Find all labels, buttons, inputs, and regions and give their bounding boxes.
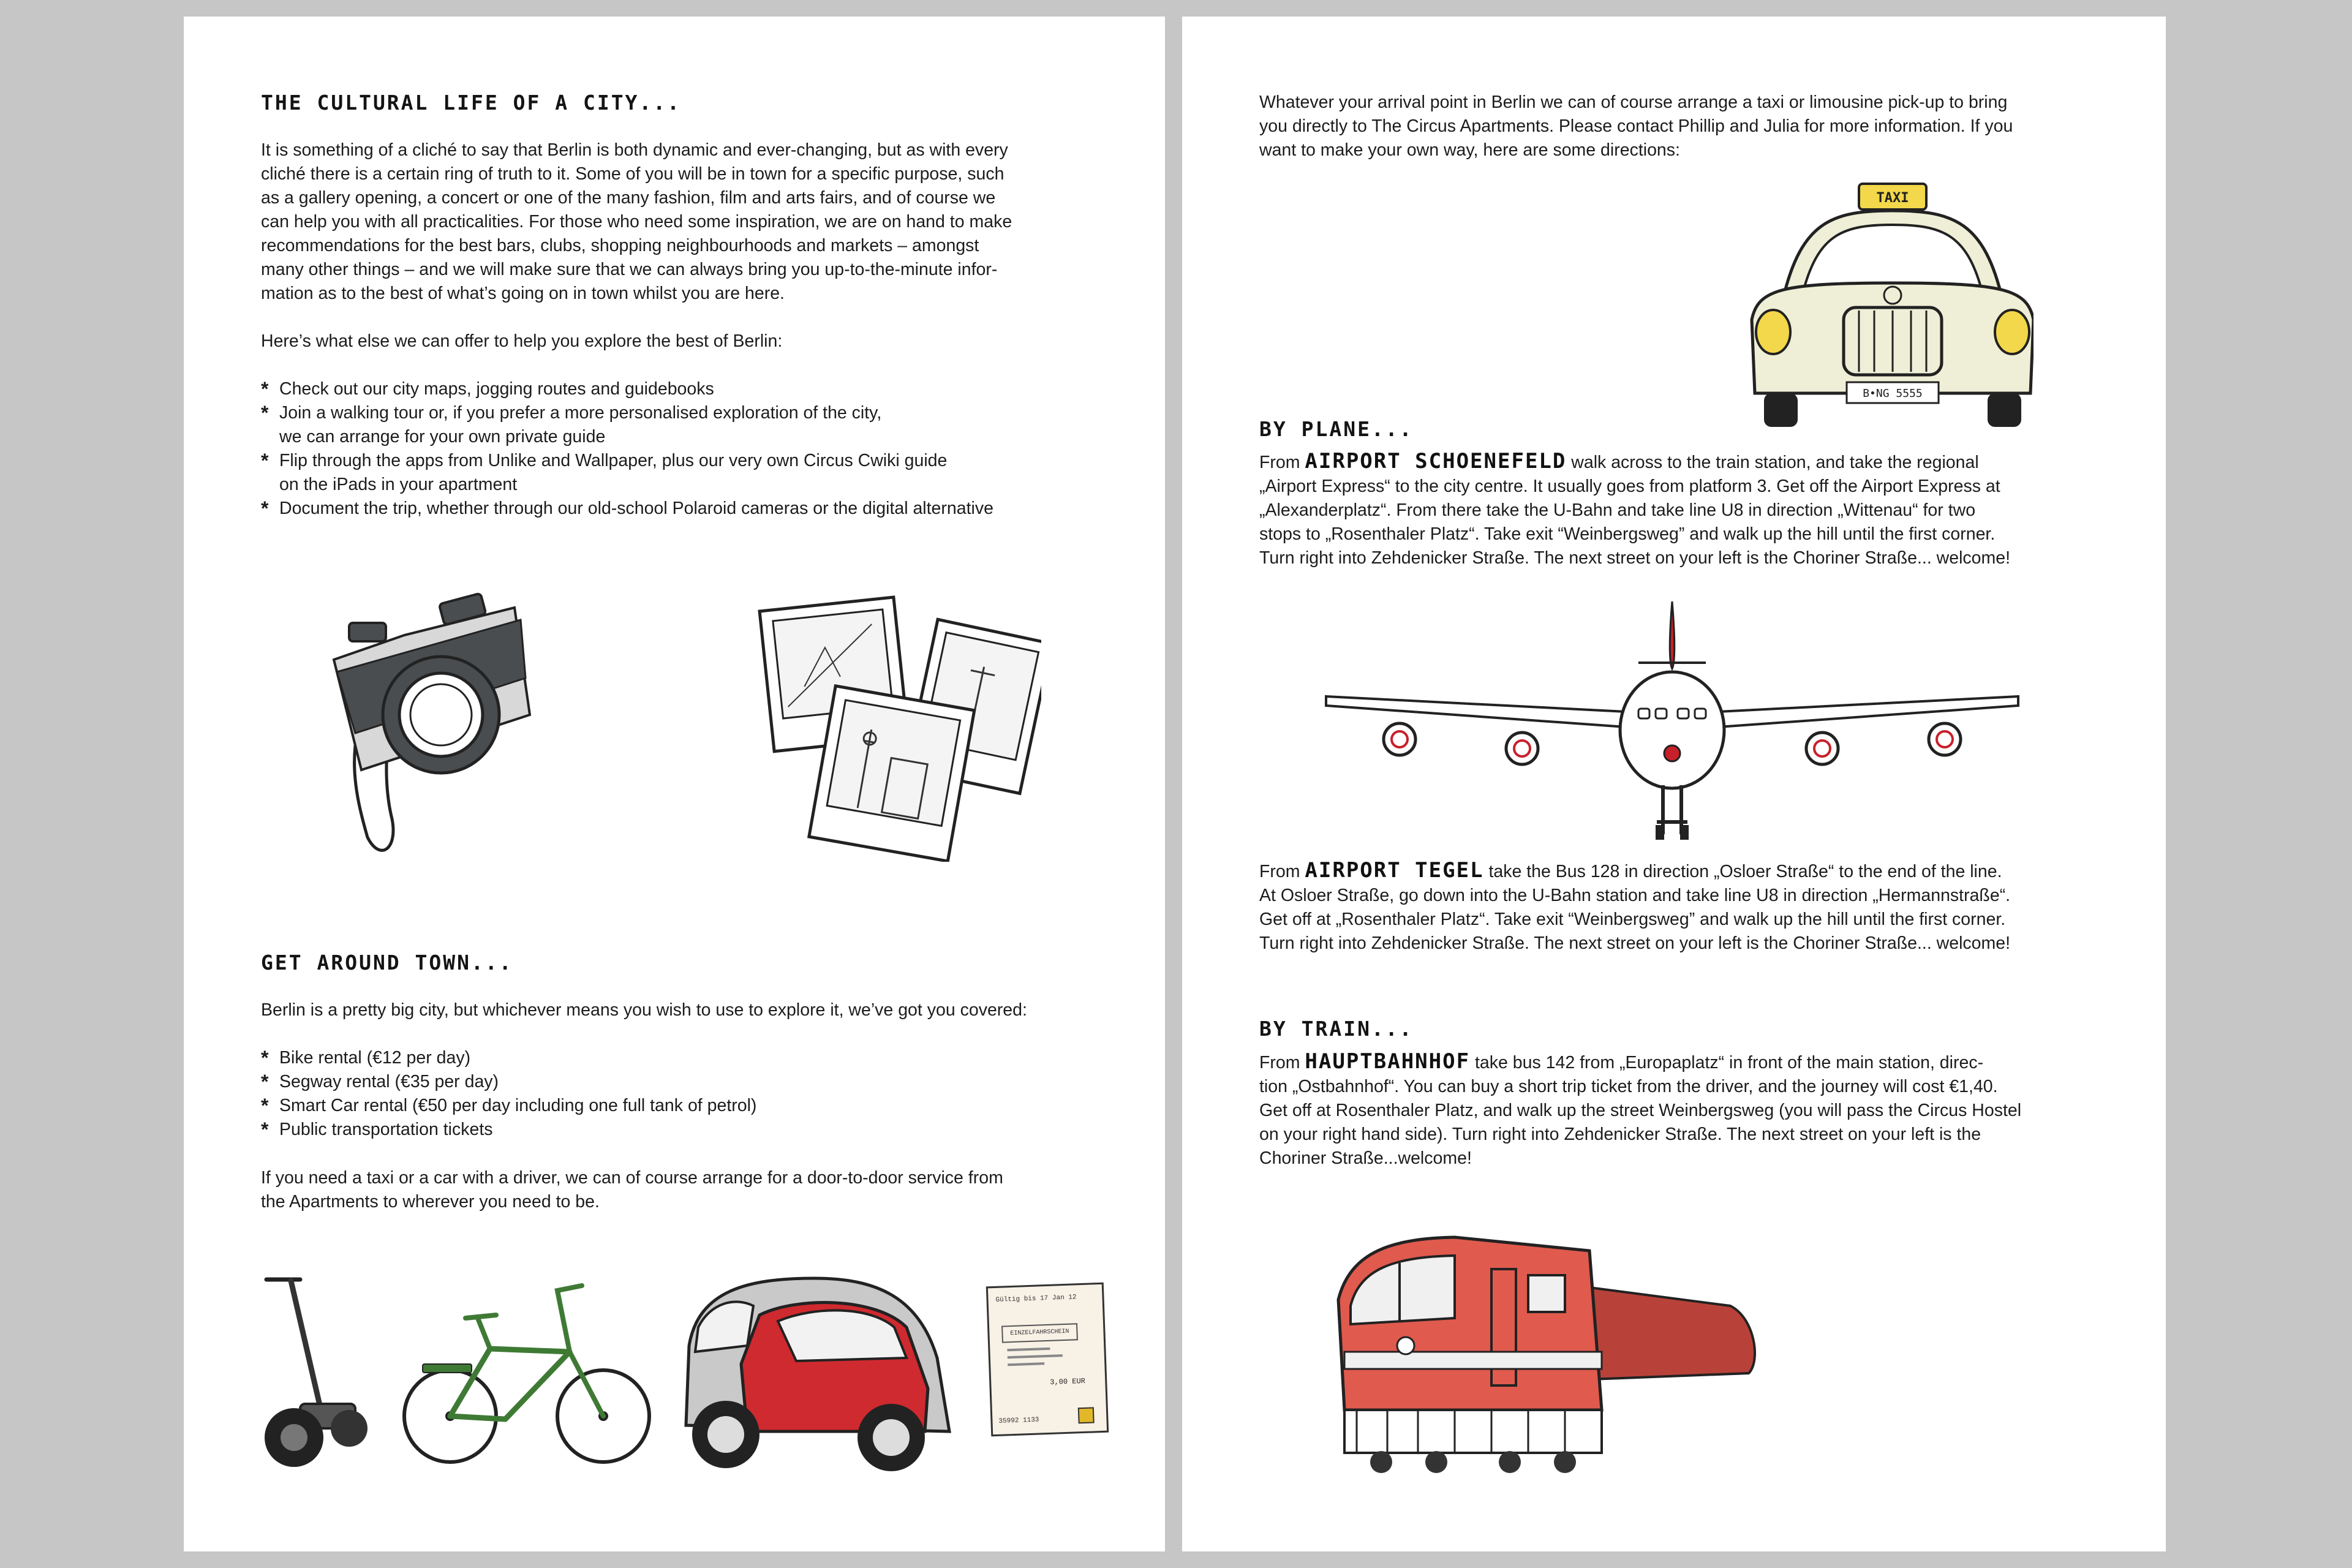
ticket-validity: Gültig bis 17 Jan 12 — [995, 1294, 1077, 1304]
by-plane-heading: BY PLANE... — [1259, 417, 1414, 441]
ticket-type: EINZELFAHRSCHEIN — [1001, 1323, 1078, 1343]
by-train-heading: BY TRAIN... — [1259, 1017, 1414, 1041]
taxi-sign-text: TAXI — [1876, 190, 1909, 206]
ticket-price: 3,00 EUR — [1050, 1376, 1086, 1387]
bullet-star: * — [261, 1071, 269, 1093]
list-item: * Flip through the apps from Unlike and Wallpaper, plus our very own Circus Cwiki guide on the iPads in your apartment — [261, 450, 948, 494]
list-item: * Public transportation tickets — [261, 1118, 493, 1140]
list-item: * Smart Car rental (€50 per day including one full tank of petrol) — [261, 1095, 757, 1117]
ticket-line — [1007, 1348, 1050, 1351]
bullet-star: * — [261, 1047, 269, 1069]
taxi-note: If you need a taxi or a car with a driver, we can of course arrange for a door-to-door service from the Apartments to wherever you need to be. — [261, 1168, 1003, 1212]
cultural-paragraph: It is something of a cliché to say that Berlin is both dynamic and ever-changing, but as with every cliché there is a certain ring of truth to it. Some of you will be in town for a specific purpose, such as a gallery opening, a concert or one of the many fashion, film and arts fairs, and of course we can help you with all practicalities. For those who need some inspiration, we are on hand to make recommendations for the best bars, clubs, shopping neighbourhoods and markets – amongst many other things – and we will make sure that we can always bring you up-to-the-minute infor- mation as to the best of what’s going on in town whilst you are here. — [261, 140, 1012, 303]
smart-car-illustration — [674, 1272, 962, 1480]
bike-illustration — [398, 1272, 655, 1474]
train-illustration — [1332, 1226, 1761, 1477]
list-item: * Bike rental (€12 per day) — [261, 1047, 471, 1069]
list-item: * Segway rental (€35 per day) — [261, 1071, 499, 1093]
taxi-illustration — [1746, 167, 2034, 436]
polaroids-illustration — [753, 592, 1041, 862]
schoenefeld-directions: From AIRPORT SCHOENEFELD walk across to the train station, and take the regional „Airport Express“ to the city centre. It usually goes from platform 3. Get off the Airport Express at „Alexanderplatz“. From there take the U-Bahn and take line U8 in direction „Wittenau“ for two stops to „Rosenthaler Platz“. Take exit “Weinbergsweg” and walk up the hill until the first corner. Turn right into Zehdenicker Straße. The next street on your left is the Choriner Straße... welcome! — [1259, 449, 2011, 568]
segway-illustration — [257, 1272, 374, 1474]
bullet-star: * — [261, 1095, 269, 1117]
explore-intro: Here’s what else we can offer to help you explore the best of Berlin: — [261, 331, 783, 351]
camera-illustration — [331, 592, 539, 874]
cultural-heading: THE CULTURAL LIFE OF A CITY... — [261, 91, 682, 115]
bullet-star: * — [261, 378, 269, 400]
ticket-line — [1008, 1354, 1063, 1359]
rental-list — [261, 1046, 1143, 1142]
list-item: * Join a walking tour or, if you prefer a more personalised exploration of the city, we can arrange for your own private guide — [261, 402, 882, 447]
airplane-illustration — [1320, 589, 2024, 846]
bullet-star: * — [261, 450, 269, 472]
right-page — [1182, 17, 2166, 1551]
bullet-star: * — [261, 497, 269, 519]
bullet-star: * — [261, 402, 269, 424]
explore-list — [261, 377, 1143, 521]
hauptbahnhof-directions: From HAUPTBAHNHOF take bus 142 from „Europaplatz“ in front of the main station, direc- tion „Ostbahnhof“. You can buy a short trip ticket from the driver, and the journey will cost €1,40. Get off at Rosenthaler Platz, and walk up the street Weinbergsweg (you will pass the Circus Hostel on your right hand side). Turn right into Zehdenicker Straße. The next street on your left is the Choriner Straße...welcome! — [1259, 1049, 2022, 1168]
ticket-line — [1008, 1362, 1044, 1366]
list-item: * Check out our city maps, jogging routes and guidebooks — [261, 378, 714, 400]
schoenefeld-label: AIRPORT SCHOENEFELD — [1305, 449, 1567, 473]
getaround-intro: Berlin is a pretty big city, but whichever means you wish to use to explore it, we’ve got you covered: — [261, 1000, 1027, 1020]
left-page — [184, 17, 1165, 1551]
arrival-paragraph: Whatever your arrival point in Berlin we can of course arrange a taxi or limousine pick-up to bring you directly to The Circus Apartments. Please contact Phillip and Julia for more information. If you want to make your own way, here are some directions: — [1259, 92, 2013, 160]
hauptbahnhof-label: HAUPTBAHNHOF — [1305, 1049, 1471, 1074]
tegel-directions: From AIRPORT TEGEL take the Bus 128 in direction „Osloer Straße“ to the end of the line. At Osloer Straße, go down into the U-Bahn station and take line U8 in direction „Hermannstraße“. Get off at „Rosenthaler Platz“. Take exit “Weinbergsweg” and walk up the hill until the first corner. Turn right into Zehdenicker Straße. The next street on your left is the Choriner Straße... welcome! — [1259, 858, 2011, 953]
ticket-serial: 35992 1133 — [998, 1416, 1039, 1425]
list-item: * Document the trip, whether through our old-school Polaroid cameras or the digital alternative — [261, 497, 993, 519]
bullet-star: * — [261, 1118, 269, 1140]
ticket-illustration — [986, 1283, 1109, 1437]
tegel-label: AIRPORT TEGEL — [1305, 858, 1484, 883]
ticket-stamp-icon — [1078, 1407, 1095, 1423]
license-plate-text: B•NG 5555 — [1863, 387, 1923, 400]
getaround-heading: GET AROUND TOWN... — [261, 951, 513, 974]
